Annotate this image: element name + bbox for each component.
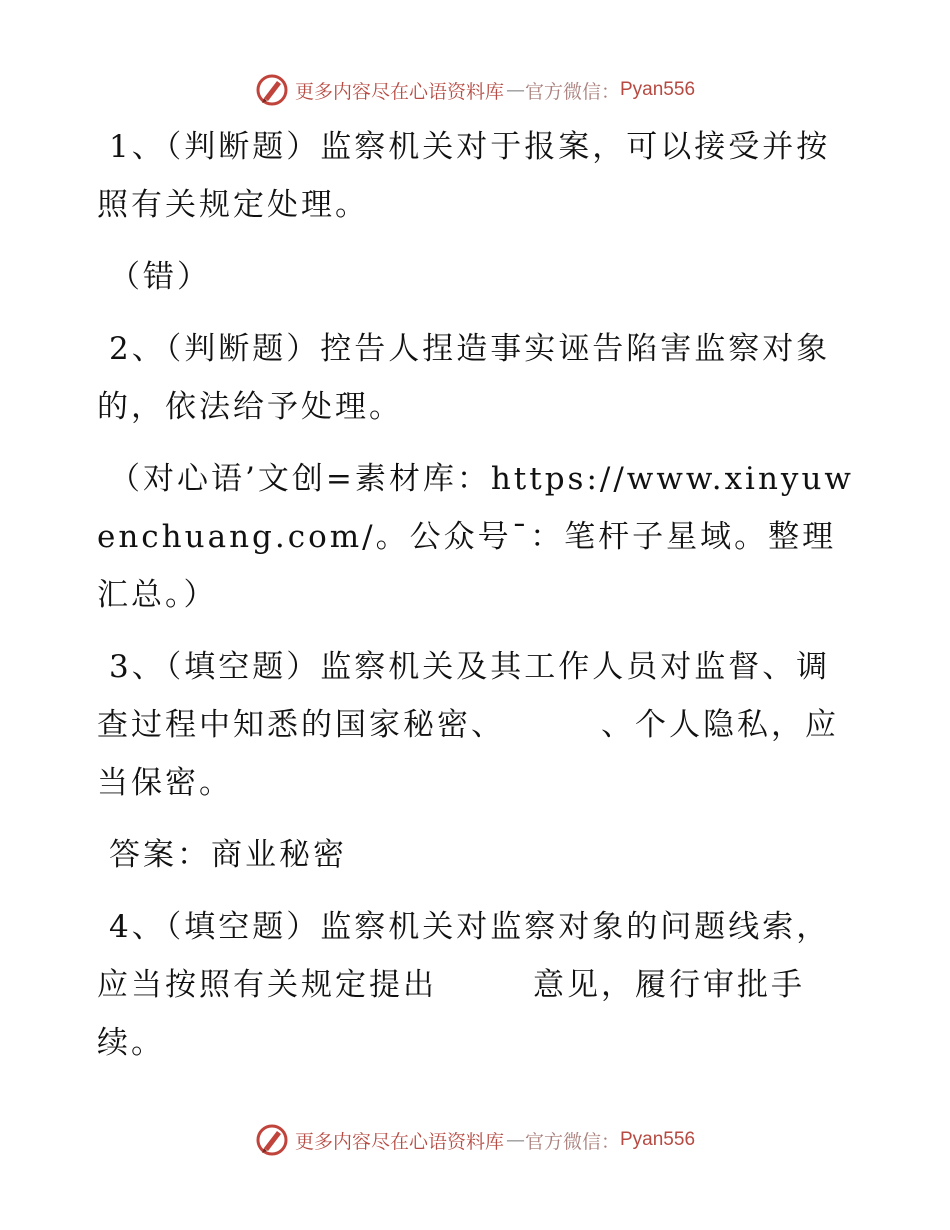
answer-2: （对心语’文创=素材库：https://www.xinyuwenchuang.com/。公众号¯：笔杆子星域。整理汇总。） — [97, 461, 854, 613]
site-name: 更多内容尽在心语资料库 — [294, 80, 504, 103]
header-watermark — [0, 70, 950, 110]
answer-3: 答案：商业秘密 — [109, 837, 347, 873]
question-4: 4、（填空题）监察机关对监察对象的问题线索，应当按照有关规定提出 意见，履行审批手续。 — [97, 909, 831, 1061]
pen-logo-icon — [255, 73, 289, 107]
question-3: 3、（填空题）监察机关及其工作人员对监督、调查过程中知悉的国家秘密、 、个人隐私，应当保密。 — [97, 649, 839, 801]
wechat-label: 官方微信： — [524, 80, 620, 103]
wechat-label: 官方微信： — [524, 1130, 620, 1153]
separator-dash: — — [505, 79, 523, 101]
answer-1: （错） — [109, 259, 211, 295]
wechat-id: Pyan556 — [620, 1129, 696, 1150]
question-1: 1、（判断题）监察机关对于报案，可以接受并按照有关规定处理。 — [97, 129, 831, 223]
site-name: 更多内容尽在心语资料库 — [294, 1130, 504, 1153]
wechat-id: Pyan556 — [620, 79, 696, 100]
question-2: 2、（判断题）控告人捏造事实诬告陷害监察对象的，依法给予处理。 — [97, 331, 831, 425]
document-body — [97, 118, 857, 1086]
separator-dash: — — [505, 1129, 523, 1151]
pen-logo-icon — [255, 1123, 289, 1157]
footer-watermark — [0, 1120, 950, 1160]
